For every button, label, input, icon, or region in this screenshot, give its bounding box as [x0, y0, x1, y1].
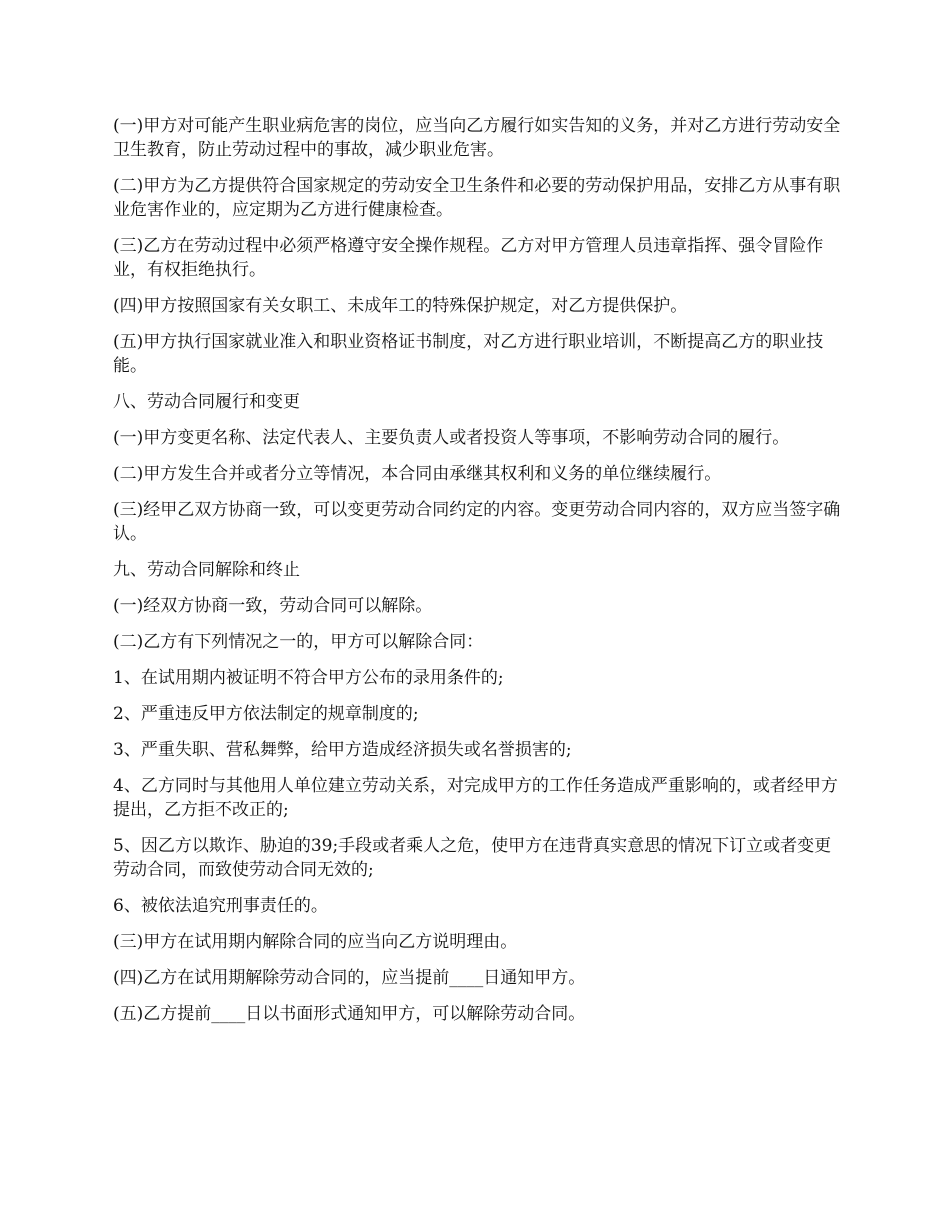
paragraph-9-4: (四)乙方在试用期解除劳动合同的，应当提前____日通知甲方。	[113, 968, 586, 988]
section-heading-8: 八、劳动合同履行和变更	[113, 392, 300, 412]
list-item-2: 2、严重违反甲方依法制定的规章制度的;	[113, 704, 419, 724]
paragraph-7-1: (一)甲方对可能产生职业病危害的岗位，应当向乙方履行如实告知的义务，并对乙方进行劳动安全卫生教育，防止劳动过程中的事故，减少职业危害。	[113, 116, 841, 160]
document-body	[113, 114, 848, 1038]
list-item-6: 6、被依法追究刑事责任的。	[113, 896, 328, 916]
paragraph-7-2: (二)甲方为乙方提供符合国家规定的劳动安全卫生条件和必要的劳动保护用品，安排乙方从事有职业危害作业的，应定期为乙方进行健康检查。	[113, 176, 841, 220]
paragraph-9-5: (五)乙方提前____日以书面形式通知甲方，可以解除劳动合同。	[113, 1004, 586, 1024]
paragraph-9-2: (二)乙方有下列情况之一的，甲方可以解除合同：	[113, 632, 484, 652]
paragraph-9-1: (一)经双方协商一致，劳动合同可以解除。	[113, 596, 433, 616]
list-item-1: 1、在试用期内被证明不符合甲方公布的录用条件的;	[113, 668, 504, 688]
section-heading-9: 九、劳动合同解除和终止	[113, 560, 300, 580]
list-item-4: 4、乙方同时与其他用人单位建立劳动关系，对完成甲方的工作任务造成严重影响的，或者经甲方提出，乙方拒不改正的;	[113, 776, 838, 820]
paragraph-8-3: (三)经甲乙双方协商一致，可以变更劳动合同约定的内容。变更劳动合同内容的，双方应当签字确认。	[113, 500, 841, 544]
paragraph-8-2: (二)甲方发生合并或者分立等情况，本合同由承继其权利和义务的单位继续履行。	[113, 464, 722, 484]
paragraph-7-4: (四)甲方按照国家有关女职工、未成年工的特殊保护规定，对乙方提供保护。	[113, 296, 688, 316]
paragraph-7-5: (五)甲方执行国家就业准入和职业资格证书制度，对乙方进行职业培训，不断提高乙方的职业技能。	[113, 332, 824, 376]
paragraph-8-1: (一)甲方变更名称、法定代表人、主要负责人或者投资人等事项，不影响劳动合同的履行。	[113, 428, 790, 448]
paragraph-7-3: (三)乙方在劳动过程中必须严格遵守安全操作规程。乙方对甲方管理人员违章指挥、强令冒险作业，有权拒绝执行。	[113, 236, 824, 280]
list-item-3: 3、严重失职、营私舞弊，给甲方造成经济损失或名誉损害的;	[113, 740, 572, 760]
list-item-5: 5、因乙方以欺诈、胁迫的39;手段或者乘人之危，使甲方在违背真实意思的情况下订立或者变更劳动合同，而致使劳动合同无效的;	[113, 836, 832, 880]
paragraph-9-3: (三)甲方在试用期内解除合同的应当向乙方说明理由。	[113, 932, 518, 952]
